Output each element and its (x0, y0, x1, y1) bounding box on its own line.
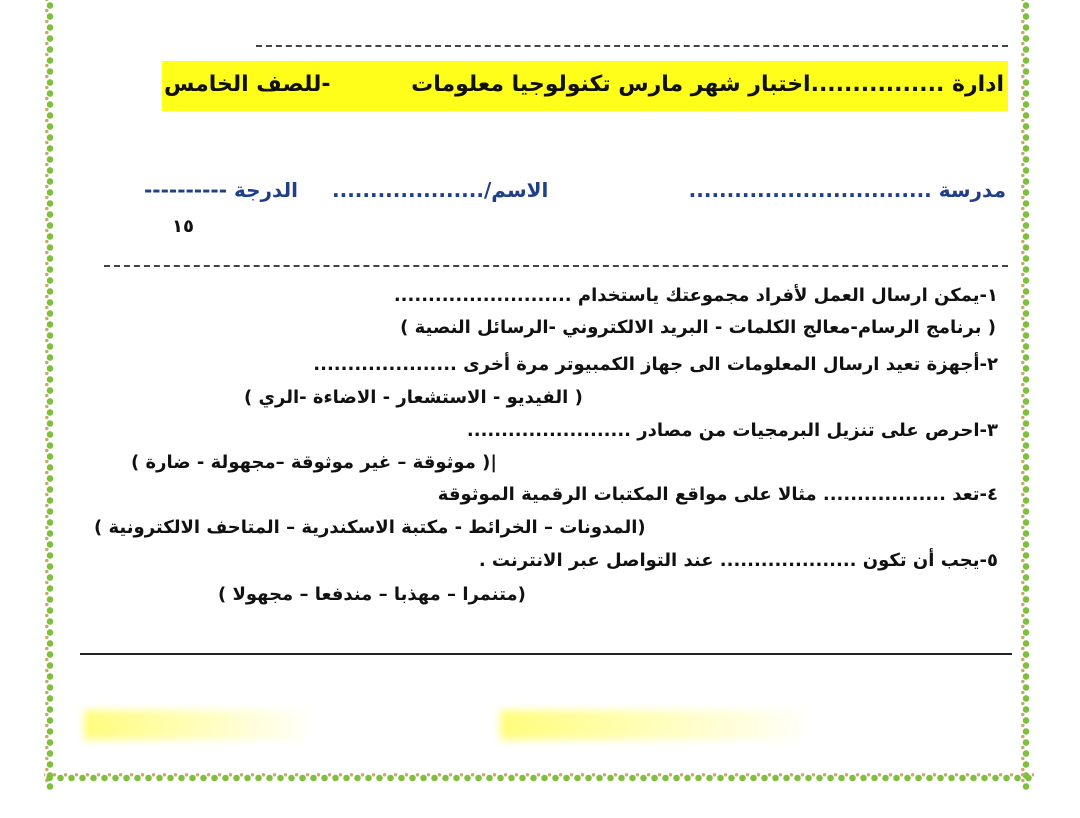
exam-title: ادارة ................اختبار شهر مارس تكنولوجيا معلومات (411, 72, 1004, 97)
question-2-options: ( الفيديو - الاستشعار - الاضاءة -الري ) (244, 387, 583, 408)
top-dashed-divider (256, 45, 1008, 47)
total-mark: ١٥ (172, 216, 194, 237)
question-5: ٥-يجب أن تكون .................... عند التواصل عبر الانترنت . (478, 550, 998, 571)
question-4: ٤-تعد .................. مثالا على مواقع المكتبات الرقمية الموثوقة (437, 484, 998, 505)
decorative-border-left (42, 0, 58, 790)
student-name-field: الاسم/.................... (332, 178, 549, 202)
question-3-options: |( موثوقة – غير موثوقة –مجهولة - ضارة ) (131, 452, 497, 473)
header-dashed-divider (104, 265, 1008, 267)
faded-highlight-right (500, 710, 800, 740)
question-1: ١-يمكن ارسال العمل لأفراد مجموعتك ياستخدام .......................... (393, 285, 998, 306)
decorative-border-bottom (44, 770, 1034, 786)
decorative-border-right (1018, 0, 1034, 790)
degree-field: الدرجة ---------- (144, 178, 298, 202)
question-2: ٢-أجهزة تعيد ارسال المعلومات الى جهاز الكمبيوتر مرة أخرى ..................... (313, 354, 998, 375)
question-4-options: (المدونات – الخرائط - مكتبة الاسكندرية – المتاحف الالكترونية ) (94, 517, 646, 538)
question-3: ٣-احرص على تنزيل البرمجيات من مصادر ........................ (466, 420, 998, 441)
grade-label: -للصف الخامس (164, 72, 331, 97)
school-field: مدرسة ................................ (688, 178, 1006, 202)
bottom-divider (80, 653, 1012, 655)
question-1-options: ( برنامج الرسام-معالج الكلمات - البريد الالكتروني -الرسائل النصية ) (400, 317, 996, 338)
faded-highlight-left (84, 710, 304, 740)
question-5-options: (متنمرا – مهذبا – مندفعا – مجهولا ) (218, 584, 526, 605)
